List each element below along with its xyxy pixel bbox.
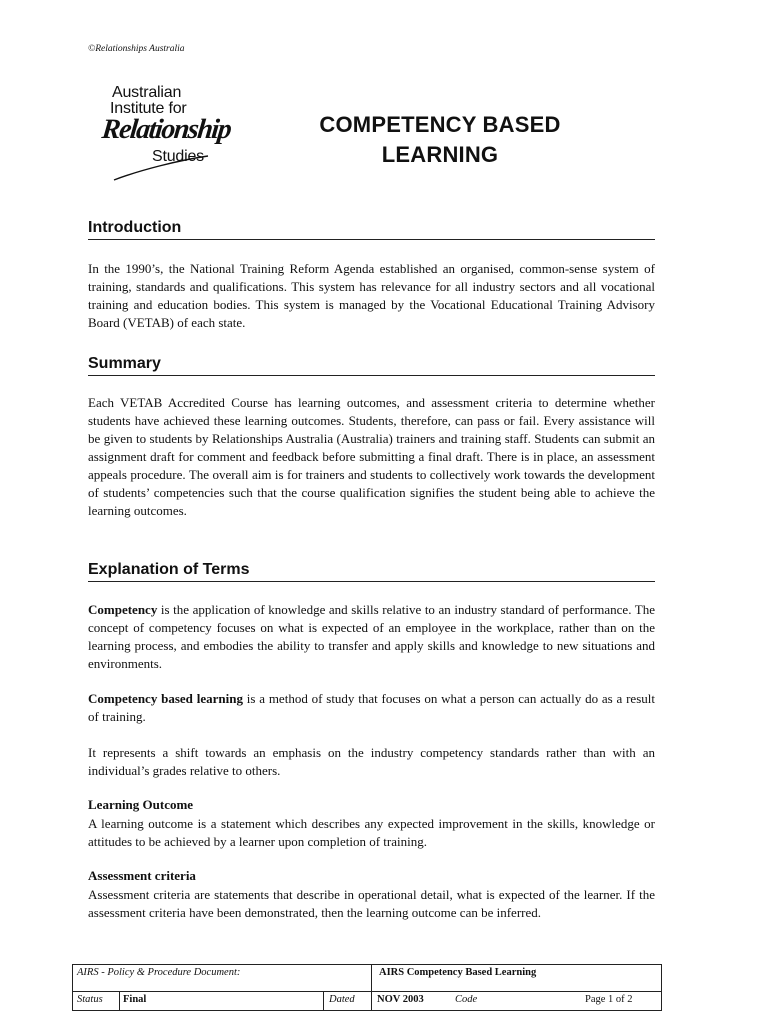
- competency-text: is the application of knowledge and skills relative to an industry standard of performance. The concept of competency focuses on what is expected of an employee in the workplace, rather than on the learning process, and embodies the ability to transfer and apply skills and knowledge to new situations and environments.: [88, 602, 655, 671]
- logo-swoosh-icon: [100, 82, 240, 186]
- terms-heading: Explanation of Terms: [88, 561, 655, 582]
- assessment-criteria-heading: Assessment criteria: [88, 868, 196, 883]
- footer-page-number: Page 1 of 2: [585, 994, 633, 1005]
- airs-logo: [100, 82, 240, 186]
- introduction-body: In the 1990’s, the National Training Reform Agenda established an organised, common-sense system of training, standards and qualifications. This system has relevance for all industry sectors and all vocational training and education bodies. This system is managed by the Vocational Educational Training Advisory Board (VETAB) of each state.: [88, 261, 655, 330]
- title-line-1: COMPETENCY BASED: [319, 112, 561, 137]
- footer-status-label: Status: [77, 994, 103, 1005]
- logo-line-studies: Studies: [152, 148, 204, 165]
- footer-divider: [119, 991, 120, 1010]
- learning-outcome-text: A learning outcome is a statement which describes any expected improvement in the skills, knowledge or attitudes to be achieved by a learner upon completion of training.: [88, 816, 655, 849]
- introduction-heading: Introduction: [88, 219, 655, 240]
- logo-line-australian: Australian: [112, 84, 182, 101]
- learning-outcome-heading: Learning Outcome: [88, 797, 194, 812]
- footer-doc-name: AIRS Competency Based Learning: [379, 967, 537, 978]
- title-line-2: LEARNING: [381, 142, 499, 167]
- footer-divider: [371, 965, 372, 991]
- cbl-text: is a method of study that focuses on what a person can actually do as a result of training.: [88, 691, 655, 724]
- footer-status-value: Final: [123, 994, 147, 1005]
- competency-definition: [88, 601, 655, 673]
- footer-dated-label: Dated: [329, 994, 355, 1005]
- footer-doc-type: AIRS - Policy & Procedure Document:: [77, 967, 241, 978]
- logo-line-institute: Institute for: [110, 100, 187, 117]
- document-title: [278, 110, 602, 170]
- cbl-term: Competency based learning: [88, 691, 243, 706]
- footer-divider: [323, 991, 324, 1010]
- summary-body: Each VETAB Accredited Course has learning outcomes, and assessment criteria to determine whether students have achieved these learning outcomes. Students, therefore, can pass or fail. Every assistance will be given to students by Relationships Australia (Australia) trainers and training staff. Students can submit an assignment draft for comment and feedback before submitting a final draft. There is in place, an assessment appeals procedure. The overall aim is for trainers and students to collectively work towards the development of students’ competencies such that the course qualification signifies the student being able to achieve the learning outcomes.: [88, 395, 655, 518]
- summary-heading: Summary: [88, 355, 655, 376]
- shift-paragraph: It represents a shift towards an emphasis on the industry competency standards rather than with an individual’s grades relative to others.: [88, 745, 655, 778]
- footer-dated-value: NOV 2003: [377, 994, 424, 1005]
- copyright-notice: ©Relationships Australia: [88, 44, 185, 54]
- logo-line-relationship: Relationship: [100, 114, 232, 145]
- competency-term: Competency: [88, 602, 158, 617]
- cbl-definition: [88, 690, 655, 726]
- footer-code-label: Code: [455, 994, 478, 1005]
- footer-divider: [371, 991, 372, 1010]
- document-footer-table: [72, 964, 662, 1011]
- assessment-criteria-text: Assessment criteria are statements that describe in operational detail, what is expected of the learner. If the assessment criteria have been demonstrated, then the learning outcome can be inferred.: [88, 887, 655, 920]
